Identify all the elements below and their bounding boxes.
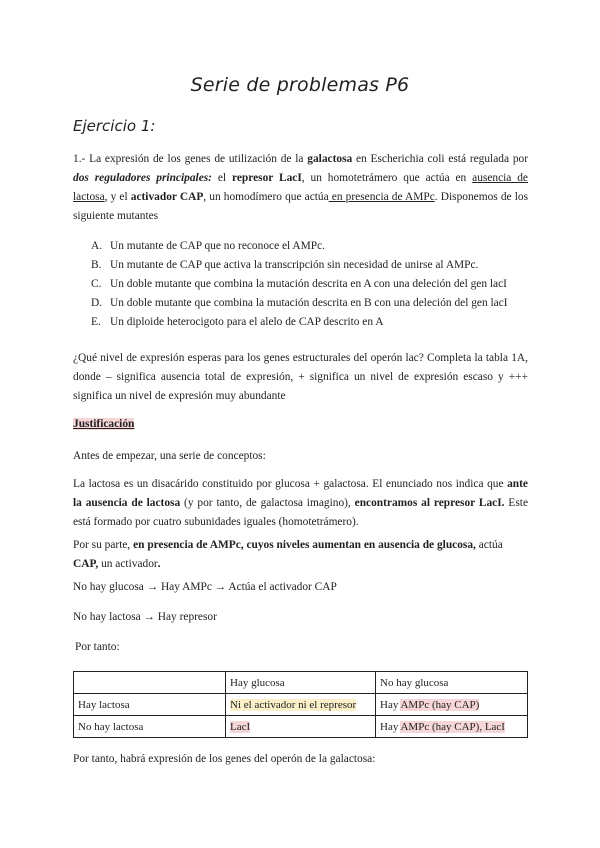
rule-glucose: No hay glucosa → Hay AMPc → Actúa el activador CAP	[73, 581, 337, 593]
mutant-list	[91, 237, 508, 332]
table-row	[74, 694, 528, 716]
table-cell: Hay glucosa	[226, 672, 376, 694]
list-item: C. Un doble mutante que combina la mutación descrita en A con una deleción del gen lacI	[91, 278, 507, 290]
rule-lactose: No hay lactosa → Hay represor	[73, 611, 217, 623]
list-item: A. Un mutante de CAP que no reconoce el AMPc.	[91, 240, 326, 252]
table-cell	[74, 672, 226, 694]
list-item: E. Un diploide heterocigoto para el alelo de CAP descrito en A	[91, 316, 384, 328]
table-cell: Hay AMPc (hay CAP)	[376, 694, 528, 716]
justification-heading: Justificación	[73, 418, 135, 430]
concepts-intro: Antes de empezar, una serie de conceptos:	[73, 450, 266, 462]
table-cell: Hay AMPc (hay CAP), LacI	[376, 716, 528, 738]
intro-paragraph: 1.- La expresión de los genes de utilización de la galactosa en Escherichia coli está regulada por dos reguladores principales: el represor LacI, un homotetrámero que actúa en ausencia de lactosa, y el activador CAP, un homodímero que actúa en presencia de AMPc. Disponemos de los siguiente mutantes	[73, 153, 529, 222]
table-cell: No hay lactosa	[74, 716, 226, 738]
list-item: D. Un doble mutante que combina la mutación descrita en B con una deleción del gen lacI	[91, 297, 508, 309]
table-cell: No hay glucosa	[376, 672, 528, 694]
question-paragraph: ¿Qué nivel de expresión esperas para los genes estructurales del operón lac? Completa la tabla 1A, donde – significa ausencia total de expresión, + significa un nivel de expresión escaso y +++ significa un nivel de expresión muy abundante	[73, 352, 528, 402]
camp-paragraph: Por su parte, en presencia de AMPc, cuyos niveles aumentan en ausencia de glucosa, actúa CAP, un activador.	[73, 539, 503, 570]
regulation-table	[73, 671, 528, 738]
table-row	[74, 716, 528, 738]
table-cell: Hay lactosa	[74, 694, 226, 716]
lactose-paragraph: La lactosa es un disacárido constituido por glucosa + galactosa. El enunciado nos indica que ante la ausencia de lactosa (y por tanto, de galactosa imagino), encontramos al represor LacI. Este está formado por cuatro subunidades iguales (homotetrámero).	[73, 478, 528, 528]
exercise-heading: Ejercicio 1:	[73, 117, 156, 135]
list-item: B. Un mutante de CAP que activa la transcripción sin necesidad de unirse al AMPc.	[91, 259, 479, 271]
table-cell: LacI	[226, 716, 376, 738]
table-cell: Ni el activador ni el represor	[226, 694, 376, 716]
table-header-row	[74, 672, 528, 694]
therefore-label: Por tanto:	[75, 641, 120, 653]
page-title: Serie de problemas P6	[190, 74, 410, 96]
conclusion-line: Por tanto, habrá expresión de los genes del operón de la galactosa:	[73, 753, 376, 765]
